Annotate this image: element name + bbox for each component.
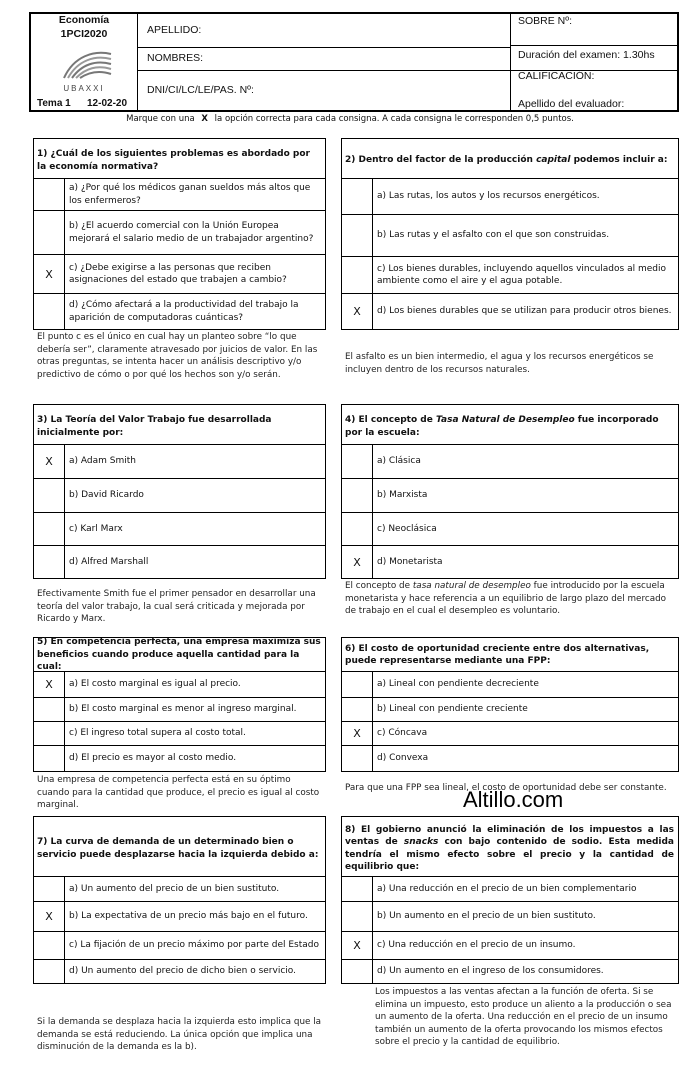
option-text: a) ¿Por qué los médicos ganan sueldos más altos que los enfermeros? — [69, 183, 311, 206]
option-row[interactable] — [34, 546, 325, 578]
option-text: a) Las rutas, los autos y los recursos energéticos. — [377, 191, 600, 202]
explanation: Los impuestos a las ventas afectan a la función de oferta. Si se elimina un impuesto, esto produce un aliento a la producción o sea un aumento de la oferta. Una reducción en el precio de un insumo también un aumento de la oferta provocando los mismos efectos sobre el precio y la cantidad de equilibrio. — [375, 987, 672, 1048]
option-text: c) La fijación de un precio máximo por parte del Estado — [69, 940, 319, 951]
logo-block — [31, 14, 137, 110]
option-text: b) ¿El acuerdo comercial con la Unión Europea mejorará el salario medio de un trabajador argentino? — [69, 221, 314, 244]
question-3 — [33, 404, 326, 579]
option-row[interactable] — [34, 960, 325, 983]
answer-mark[interactable] — [342, 215, 373, 256]
option-row[interactable] — [342, 257, 678, 294]
tema-label: Tema 1 — [37, 98, 71, 109]
question-title — [342, 139, 678, 179]
option-text: a) Una reducción en el precio de un bien complementario — [377, 883, 637, 894]
question-title: 6) El costo de oportunidad creciente entre dos alternativas, puede representarse mediante una FPP: — [342, 638, 678, 672]
option-text: d) Alfred Marshall — [69, 556, 149, 567]
title-part: con bajo contenido de sodio. Esta medida tendría el mismo efecto sobre el precio y la cantidad de equilibrio que: — [345, 837, 674, 872]
question-title: 7) La curva de demanda de un determinado bien o servicio puede desplazarse hacia la izquierda debido a: — [34, 817, 325, 877]
instructions — [0, 114, 700, 124]
instructions-post: la opción correcta para cada consigna. A cada consigna le corresponden 0,5 puntos. — [214, 114, 574, 124]
title-part: 2) Dentro del factor de la producción — [345, 155, 537, 166]
option-text: c) Karl Marx — [69, 523, 123, 534]
question-title — [342, 817, 678, 877]
explanation: Efectivamente Smith fue el primer pensador en desarrollar una teoría del valor trabajo, la cual será criticada y mejorada por Ricardo y Marx. — [37, 589, 316, 625]
option-row[interactable] — [34, 211, 325, 255]
answer-mark[interactable]: X — [34, 445, 65, 478]
explanation — [345, 580, 675, 618]
question-2 — [341, 138, 679, 330]
option-text: b) La expectativa de un precio más bajo en el futuro. — [69, 911, 308, 922]
option-text: a) Un aumento del precio de un bien sustituto. — [69, 883, 280, 894]
question-title: 1) ¿Cuál de los siguientes problemas es abordado por la economía normativa? — [34, 139, 325, 179]
nombres-field[interactable]: NOMBRES: — [147, 52, 204, 64]
option-row[interactable] — [342, 902, 678, 932]
option-row[interactable] — [342, 746, 678, 771]
answer-mark[interactable] — [34, 513, 65, 545]
option-row[interactable] — [34, 746, 325, 771]
option-text: a) Clásica — [377, 456, 421, 467]
option-row[interactable] — [34, 445, 325, 479]
answer-mark[interactable] — [342, 257, 373, 293]
option-text: a) El costo marginal es igual al precio. — [69, 679, 241, 690]
divider — [137, 47, 510, 48]
answer-mark[interactable] — [342, 513, 373, 545]
answer-mark[interactable] — [34, 960, 65, 983]
answer-mark[interactable] — [34, 746, 65, 771]
option-row[interactable] — [34, 294, 325, 329]
option-text: d) Convexa — [377, 753, 429, 764]
option-row[interactable] — [342, 722, 678, 746]
question-4 — [341, 404, 679, 579]
answer-mark[interactable] — [34, 722, 65, 745]
option-text: c) Una reducción en el precio de un insumo. — [377, 940, 576, 951]
explanation: Si la demanda se desplaza hacia la izquierda esto implica que la demanda se está reduciendo. La única opción que implica una disminución de la demanda es la b). — [37, 1017, 322, 1053]
question-8 — [341, 816, 679, 984]
option-text: b) David Ricardo — [69, 490, 144, 501]
answer-mark[interactable] — [342, 698, 373, 721]
instructions-x: X — [201, 114, 208, 124]
option-row[interactable] — [34, 698, 325, 722]
option-row[interactable] — [34, 479, 325, 513]
option-row[interactable] — [342, 877, 678, 902]
title-italic: capital — [536, 155, 571, 166]
option-row[interactable] — [342, 294, 678, 329]
course-code: 1PCI2020 — [60, 28, 108, 40]
option-text: a) Adam Smith — [69, 456, 136, 467]
option-text: d) ¿Cómo afectará a la productividad del trabajo la aparición de computadoras cuánticas? — [69, 300, 299, 323]
option-row[interactable] — [34, 255, 325, 294]
title-italic: Tasa Natural de Desempleo — [435, 415, 575, 425]
option-text: b) Lineal con pendiente creciente — [377, 704, 528, 715]
option-row[interactable] — [342, 513, 678, 546]
altillo-watermark: Altillo.com — [463, 787, 564, 812]
answer-mark[interactable]: X — [342, 294, 373, 329]
question-title — [342, 405, 678, 445]
answer-mark[interactable]: X — [342, 932, 373, 959]
option-row[interactable] — [34, 672, 325, 698]
question-title: 5) En competencia perfecta, una empresa maximiza sus beneficios cuando produce aquella cantidad para la cual: — [34, 638, 325, 672]
explanation: El asfalto es un bien intermedio, el agua y los recursos energéticos se incluyen dentro de los recursos naturales. — [345, 352, 654, 375]
option-text: d) Un aumento en el ingreso de los consumidores. — [377, 966, 604, 977]
answer-mark[interactable]: X — [34, 672, 65, 697]
answer-mark[interactable] — [34, 932, 65, 959]
calificacion-field[interactable]: CALIFICACIÓN: — [518, 70, 595, 82]
option-text: b) Un aumento en el precio de un bien sustituto. — [377, 911, 596, 922]
answer-mark[interactable] — [342, 877, 373, 901]
title-part: 4) El concepto de — [345, 415, 436, 425]
answer-mark[interactable] — [34, 294, 65, 329]
option-row[interactable] — [342, 479, 678, 513]
answer-mark[interactable] — [34, 698, 65, 721]
question-5 — [33, 637, 326, 772]
explanation-part: fue introducido por la escuela monetarista y hace referencia a un equilibrio de largo plazo del mercado de trabajo en el cual el desempleo es voluntario. — [345, 581, 667, 617]
divider — [137, 14, 138, 110]
title-part: fue incorporado por la escuela: — [345, 415, 659, 438]
explanation: Para que una FPP sea lineal, el costo de oportunidad debe ser constante. — [345, 783, 667, 793]
question-1 — [33, 138, 326, 330]
answer-mark[interactable] — [342, 960, 373, 983]
divider — [137, 70, 677, 71]
option-text: b) Las rutas y el asfalto con el que son construidas. — [377, 230, 610, 241]
option-row[interactable] — [34, 877, 325, 902]
course-name: Economía — [58, 14, 110, 26]
option-text: c) Neoclásica — [377, 523, 437, 534]
option-row[interactable] — [342, 179, 678, 215]
divider — [510, 45, 677, 46]
uba-logo-icon — [59, 48, 115, 82]
title-part: podemos incluir a: — [570, 155, 668, 166]
dni-field[interactable]: DNI/CI/LC/LE/PAS. Nº: — [147, 84, 254, 96]
option-text: c) Cóncava — [377, 728, 428, 739]
option-row[interactable] — [34, 902, 325, 932]
option-text: d) Monetarista — [377, 556, 443, 567]
option-text: c) El ingreso total supera al costo total. — [69, 728, 246, 739]
divider — [510, 14, 511, 110]
title-italic: snacks — [403, 837, 439, 847]
option-text: c) ¿Debe exigirse a las personas que reciben asignaciones del estado que trabajen a cambio? — [69, 262, 287, 285]
option-text: b) Marxista — [377, 490, 428, 501]
option-row[interactable] — [342, 215, 678, 257]
answer-mark[interactable] — [342, 179, 373, 214]
sobre-field[interactable]: SOBRE Nº: — [518, 15, 573, 27]
question-7 — [33, 816, 326, 984]
option-row[interactable] — [34, 932, 325, 960]
answer-mark[interactable] — [34, 211, 65, 254]
option-text: d) El precio es mayor al costo medio. — [69, 753, 237, 764]
duracion-label: Duración del examen: 1.30hs — [518, 49, 655, 61]
option-row[interactable] — [342, 932, 678, 960]
option-row[interactable] — [34, 513, 325, 546]
answer-mark[interactable]: X — [342, 722, 373, 745]
exam-date: 12-02-20 — [87, 98, 128, 109]
option-row[interactable] — [342, 960, 678, 983]
explanation-italic: tasa natural de desempleo — [412, 581, 531, 591]
option-row[interactable] — [34, 722, 325, 746]
question-title: 3) La Teoría del Valor Trabajo fue desarrollada inicialmente por: — [34, 405, 325, 445]
option-row[interactable] — [342, 698, 678, 722]
answer-mark[interactable] — [342, 746, 373, 771]
answer-mark[interactable] — [34, 179, 65, 210]
answer-mark[interactable] — [34, 877, 65, 901]
title-part: 8) El gobierno anunció la eliminación de los impuestos a las ventas de — [345, 824, 674, 847]
option-text: a) Lineal con pendiente decreciente — [377, 679, 539, 690]
explanation: Una empresa de competencia perfecta está en su óptimo cuando para la cantidad que produce, el precio es igual al costo marginal. — [37, 775, 320, 811]
answer-mark[interactable]: X — [342, 546, 373, 578]
explanation: El punto c es el único en cual hay un planteo sobre “lo que debería ser”, claramente atravesado por juicios de valor. En las otras preguntas, se intenta hacer un análisis descriptivo y/o predictivo de cómo o por qué los hechos son y/o serán. — [37, 332, 318, 380]
evaluador-field[interactable]: Apellido del evaluador: — [518, 98, 625, 110]
option-row[interactable] — [34, 179, 325, 211]
option-text: c) Los bienes durables, incluyendo aquellos vinculados al medio ambiente como el aire y el agua potable. — [377, 263, 666, 286]
option-row[interactable] — [342, 445, 678, 479]
instructions-pre: Marque con una — [126, 114, 195, 124]
option-row[interactable] — [342, 546, 678, 578]
option-text: d) Un aumento del precio de dicho bien o servicio. — [69, 966, 296, 977]
answer-mark[interactable] — [342, 902, 373, 931]
apellido-field[interactable]: APELLIDO: — [147, 24, 202, 36]
option-text: d) Los bienes durables que se utilizan para producir otros bienes. — [377, 306, 672, 317]
question-6 — [341, 637, 679, 772]
answer-mark[interactable] — [34, 546, 65, 578]
answer-mark[interactable] — [342, 479, 373, 512]
answer-mark[interactable] — [342, 672, 373, 697]
answer-mark[interactable] — [34, 479, 65, 512]
answer-mark[interactable]: X — [34, 255, 65, 293]
exam-header — [29, 12, 679, 112]
explanation-part: El concepto de — [345, 581, 413, 591]
answer-mark[interactable] — [342, 445, 373, 478]
logo-text: UBAXXI — [63, 84, 105, 93]
option-text: b) El costo marginal es menor al ingreso marginal. — [69, 704, 297, 715]
option-row[interactable] — [342, 672, 678, 698]
answer-mark[interactable]: X — [34, 902, 65, 931]
